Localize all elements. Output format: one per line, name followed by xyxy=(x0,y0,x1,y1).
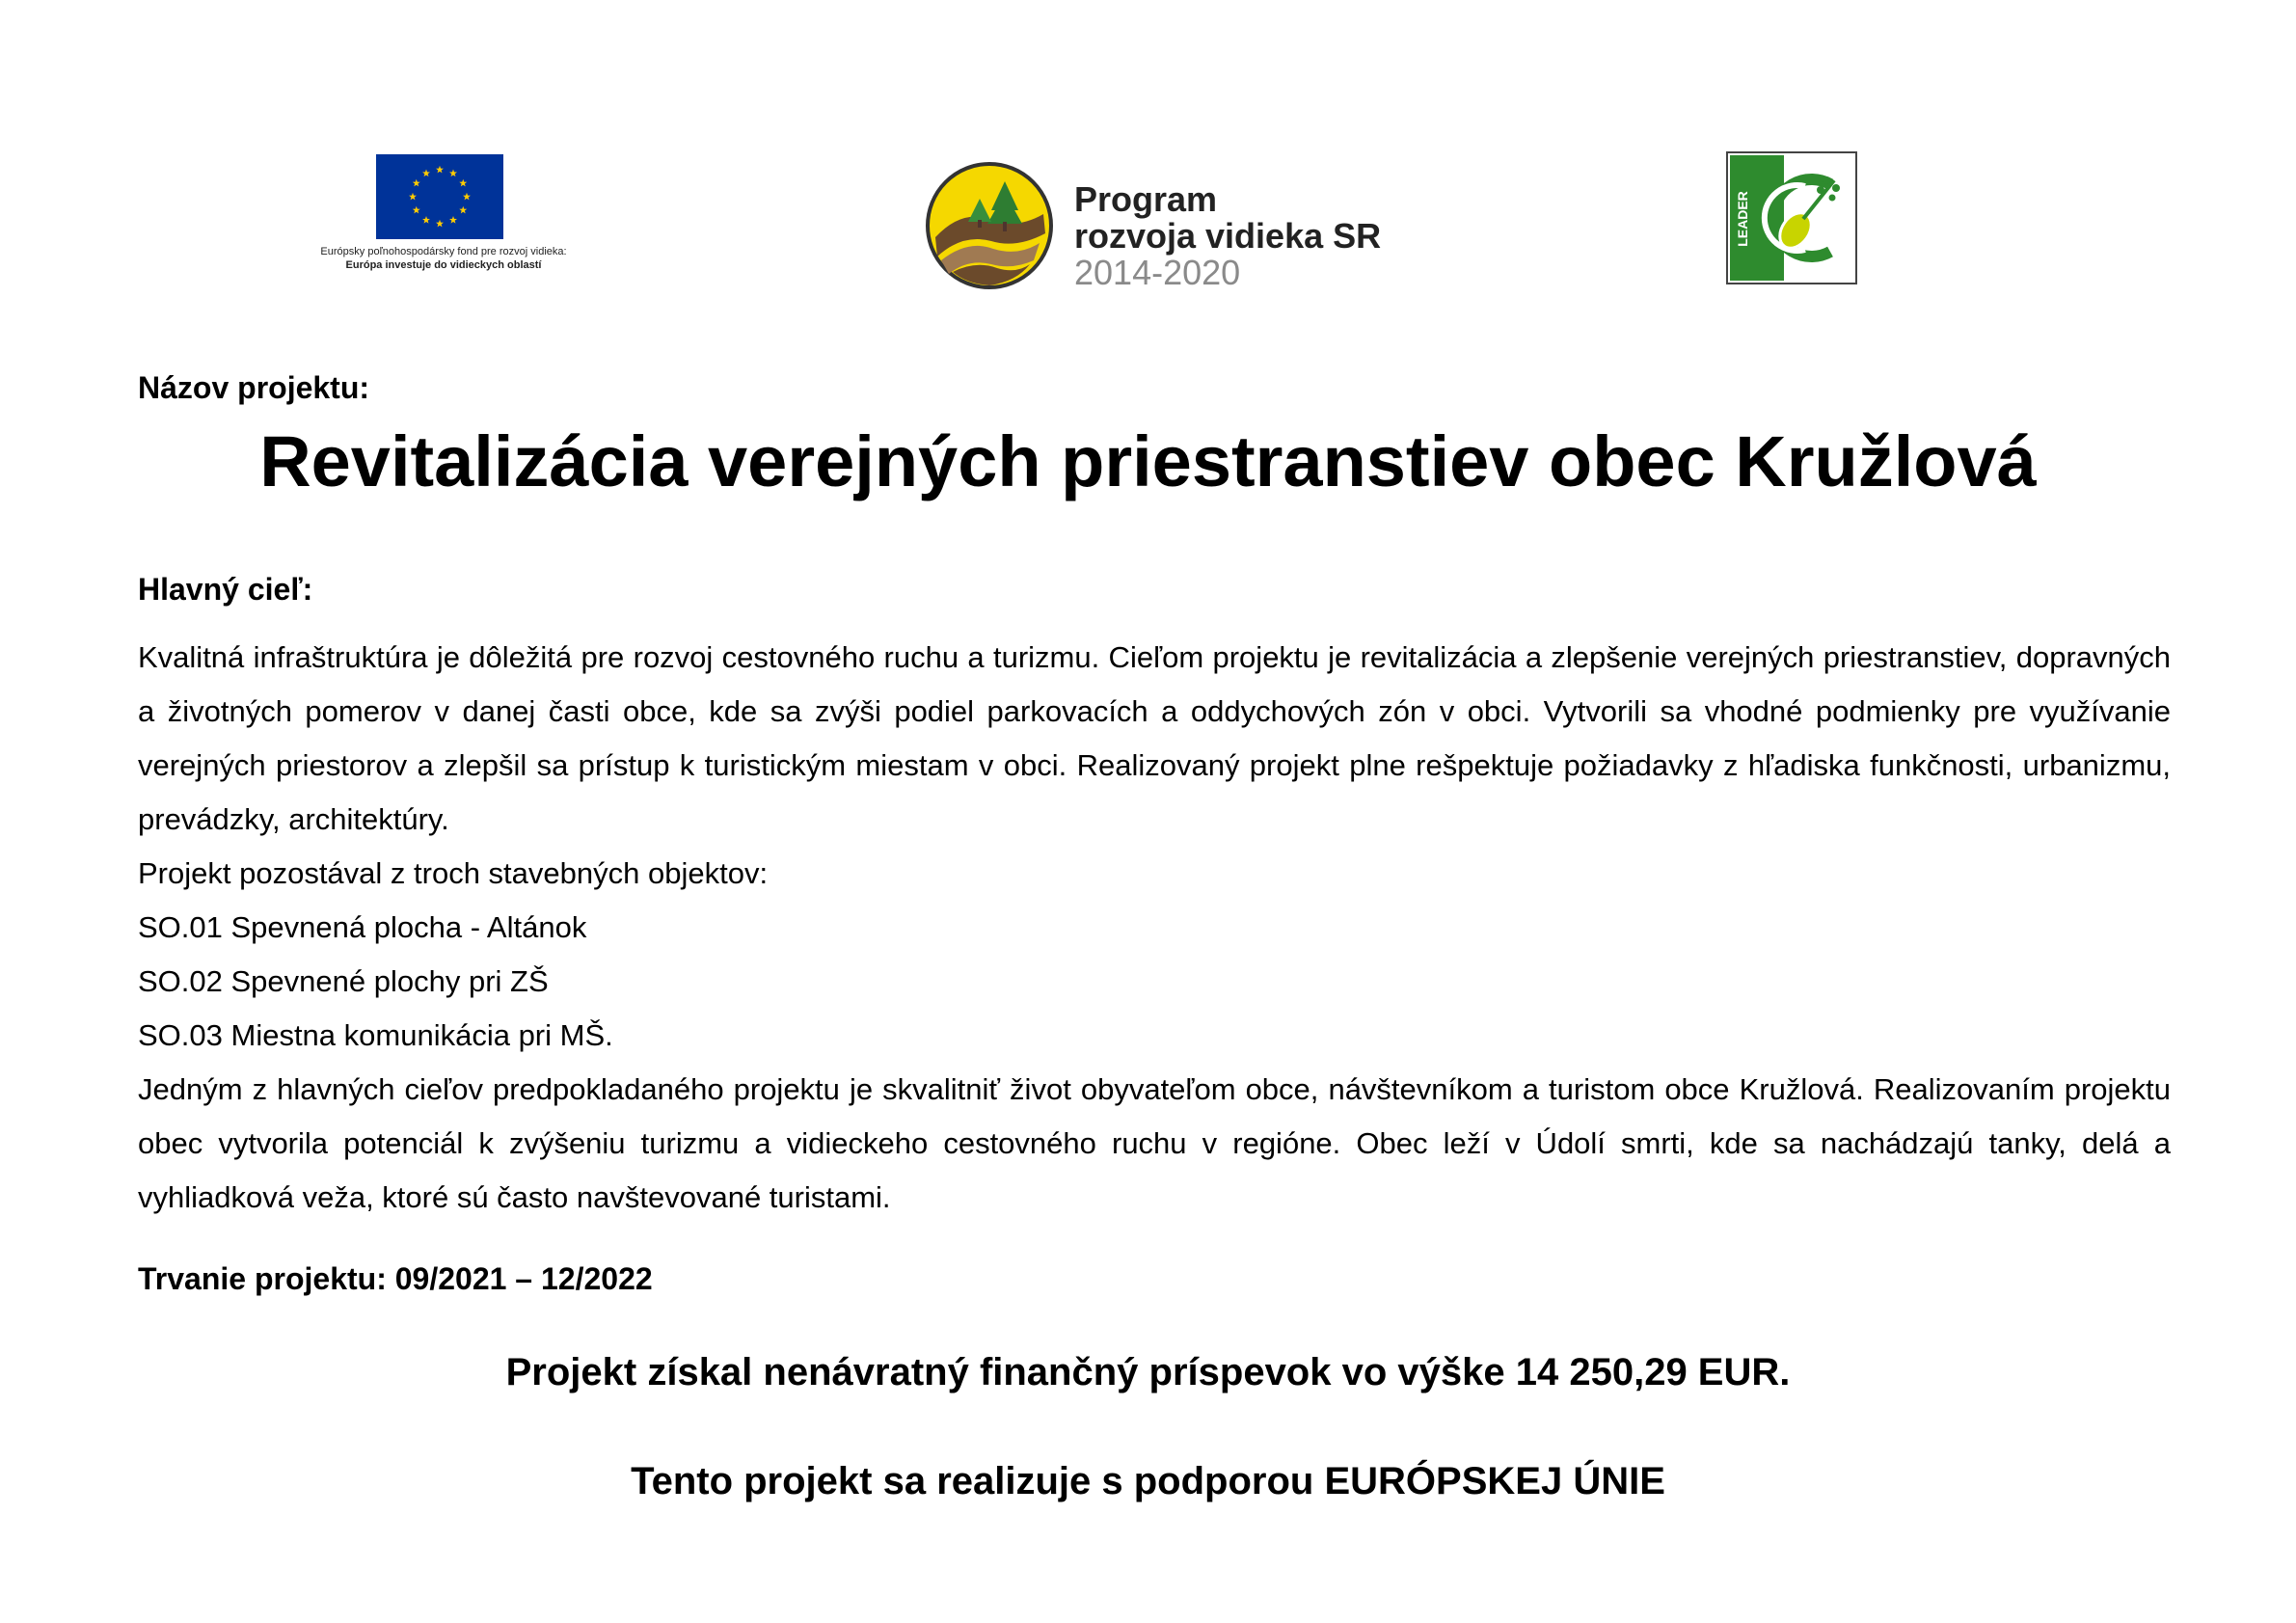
prv-line2: rozvoja vidieka SR xyxy=(1074,216,1382,256)
prv-years: 2014-2020 xyxy=(1074,253,1241,292)
project-name-label: Názov projektu: xyxy=(138,370,370,405)
eu-caption-line1: Európsky poľnohospodársky fond pre rozvoj vidieka: xyxy=(320,246,567,257)
eu-support-statement: Tento projekt sa realizuje s podporou EURÓPSKEJ ÚNIE xyxy=(631,1460,1665,1502)
object-item: SO.02 Spevnené plochy pri ZŠ xyxy=(138,964,549,998)
project-duration: Trvanie projektu: 09/2021 – 12/2022 xyxy=(138,1261,653,1296)
description-paragraph: Kvalitná infraštruktúra je dôležitá pre rozvoj cestovného ruchu a turizmu. Cieľom projektu je revitalizácia a zlepšenie verejných priestranstiev, dopravných a životných pomerov v danej časti obce, kde sa zvýši podiel parkovacích a oddychových zón v obci. Vytvorili sa vhodné podmienky pre využívanie verejných priestorov a zlepšil sa prístup k turistickým miestam v obci. Realizovaný projekt plne rešpektuje požiadavky z hľadiska funkčnosti, urbanizmu, prevádzky, architektúry. xyxy=(138,640,2171,836)
eu-logo xyxy=(280,154,608,272)
objects-intro: Projekt pozostával z troch stavebných objektov: xyxy=(138,856,769,890)
eu-caption-line2: Európa investuje do vidieckych oblastí xyxy=(345,259,542,271)
leader-text: LEADER xyxy=(1735,191,1750,247)
prv-title xyxy=(1074,181,1381,291)
project-description xyxy=(138,631,2171,1225)
project-title: Revitalizácia verejných priestranstiev obec Kružlová xyxy=(259,421,2037,501)
eu-caption xyxy=(280,245,608,272)
object-item: SO.01 Spevnená plocha - Altánok xyxy=(138,910,587,944)
leader-logo-icon xyxy=(1726,151,1857,284)
rural-landscape-icon xyxy=(924,160,1055,291)
description-paragraph-2: Jedným z hlavných cieľov predpokladaného projektu je skvalitniť život obyvateľom obce, návštevníkom a turistom obce Kružlová. Realizovaním projektu obec vytvorila potenciál k zvýšeniu turizmu a vidieckeho cestovného ruchu v regióne. Obec leží v Údolí smrti, kde sa nachádzajú tanky, delá a vyhliadková veža, ktoré sú často navštevované turistami. xyxy=(138,1072,2171,1214)
object-item: SO.03 Miestna komunikácia pri MŠ. xyxy=(138,1018,613,1052)
main-goal-label: Hlavný cieľ: xyxy=(138,572,313,607)
prv-line1: Program xyxy=(1074,179,1218,219)
grant-statement: Projekt získal nenávratný finančný príspevok vo výške 14 250,29 EUR. xyxy=(505,1351,1791,1393)
eu-flag-icon xyxy=(376,154,503,239)
prv-logo xyxy=(924,160,1425,295)
